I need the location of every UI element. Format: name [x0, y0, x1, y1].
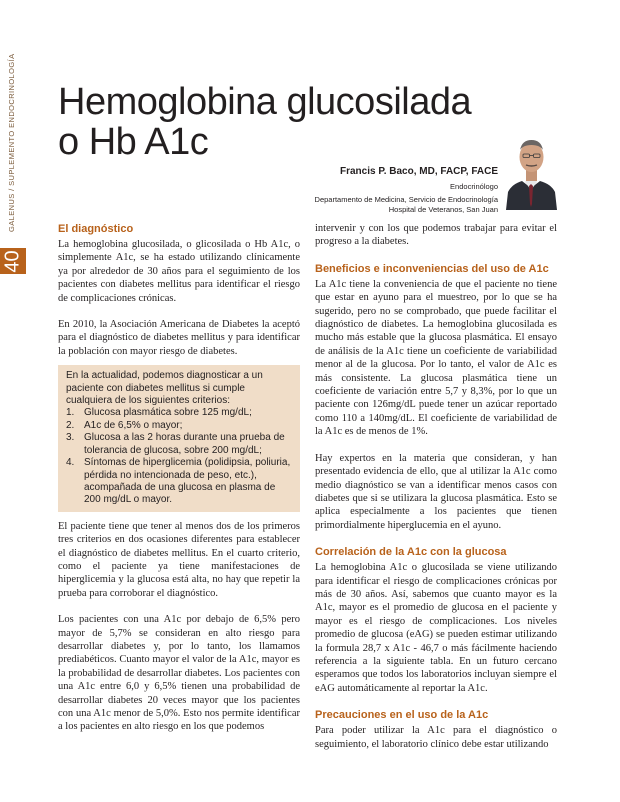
page-number-tab	[0, 248, 26, 274]
heading-precautions: Precauciones en el uso de la A1c	[315, 709, 489, 722]
author-department: Departamento de Medicina, Servicio de Endocrinología	[314, 195, 498, 204]
paragraph: El paciente tiene que tener al menos dos de los primeros tres criterios en dos ocasiones diferentes para establecer el diagnóstico de diabetes mellitus. En el cuarto criterio, como el paciente ya tiene manifestaciones de hiperglicemia y la glucosa está alta, no hay que repetir la prueba para corroborar el diagnóstico.	[58, 520, 300, 599]
paragraph: Los pacientes con una A1c por debajo de 6,5% pero mayor de 5,7% se consideran en alto riesgo para desarrollar diabetes y, por lo tanto, los llamamos prediabéticos. Cuanto mayor el valor de la A1c, mayor es la probabilidad de desarrollar diabetes. Los pacientes con una A1c entre 6,0 y 6,5% tienen una probabilidad de desarrollar diabetes 20 veces mayor que los pacientes con una A1c menor de 5,0%. Esto nos permite identificar a los pacientes en alto riesgo en los que podemos	[58, 614, 300, 733]
heading-diagnosis: El diagnóstico	[58, 223, 134, 235]
left-column	[58, 222, 300, 734]
paragraph: La hemoglobina A1c o glucosilada se viene utilizando para identificar el riesgo de complicaciones crónicas por más de 30 años. Así, sabemos que cuanto mayor es la A1c, mayor es el promedio de glucosa en el paciente y mayor es el riesgo de complicaciones. Los niveles promedio de glucosa (eAG) se pueden estimar utilizando la formula 28,7 x A1c - 46,7 o más fácilmente haciendo referencia a la siguiente tabla. En un futuro cercano esperamos que todos los laboratorios incluyan siempre el eAG automáticamente al reportar la A1c.	[315, 562, 557, 694]
paragraph: Hay expertos en la materia que consideran, y han presentado evidencia de ello, que al utilizar la A1c como medio diagnóstico se van a identificar menos casos con diabetes que si se utilizara la glucosa plasmática. Esto se aplica especialmente a los pacientes que tienen primordialmente hiperglucemia en el ayuno.	[315, 452, 557, 531]
paragraph: La A1c tiene la conveniencia de que el paciente no tiene que estar en ayuno para el muestreo, por lo que se ha sugerido, pero no se comprobado, que puede facilitar el diagnóstico de diabetes. La hemoglobina glucosilada es mucho más estable que la glucosa plasmática. El ensayo de análisis de la A1c tiene un coeficiente de variabilidad menor al de la glucosa. Por lo tanto, el valor de A1c es más consistente. La glucosa plasmática tiene un coeficiente de variación entre 5,7 y 8,3%, por lo que un paciente con 126mg/dL puede tener un azúcar reportado como 110 a 140mg/dL. El coeficiente de variabilidad de la A1c es de menos de 1%.	[315, 278, 557, 438]
criteria-list	[66, 407, 292, 506]
author-specialty: Endocrinólogo	[450, 182, 498, 191]
heading-benefits: Beneficios e inconveniencias del uso de A1c	[315, 262, 549, 275]
paragraph: La hemoglobina glucosilada, o glicosilada o Hb A1c, o simplemente A1c, se ha estado utilizando clínicamente ya por alrededor de 30 años para el seguimiento de los pacientes con diabetes mellitus para identificar el riesgo de complicaciones crónicas.	[58, 239, 300, 304]
criteria-item: 2. A1c de 6,5% o mayor;	[66, 419, 183, 431]
author-photo	[504, 132, 559, 210]
running-header: GALENUS / SUPLEMENTO ENDOCRINOLOGÍA	[7, 53, 16, 232]
title-line-2: o Hb A1c	[58, 121, 209, 163]
paragraph: Para poder utilizar la A1c para el diagnóstico o seguimiento, el laboratorio clínico debe estar utilizando	[315, 725, 557, 750]
criteria-item: 1. Glucosa plasmática sobre 125 mg/dL;	[66, 407, 252, 419]
criteria-item: 4. Síntomas de hiperglicemia (polidipsia, poliuria, pérdida no intencionada de peso, etc.), acompañada de una glucosa en plasma de 200 mg/dL o mayor.	[66, 457, 291, 506]
criteria-box	[58, 365, 300, 511]
right-column	[315, 222, 557, 751]
author-portrait-image	[504, 132, 559, 210]
criteria-item: 3. Glucosa a las 2 horas durante una prueba de tolerancia de glucosa, sobre 200 mg/dL;	[66, 432, 285, 456]
author-name: Francis P. Baco, MD, FACP, FACE	[339, 166, 498, 177]
title-line-1: Hemoglobina glucosilada	[58, 81, 472, 123]
heading-correlation: Correlación de la A1c con la glucosa	[315, 546, 507, 559]
page-number: 40	[1, 249, 24, 273]
paragraph: En 2010, la Asociación Americana de Diabetes la aceptó para el diagnóstico de diabetes mellitus y para identificar la población con mayor riesgo de diabetes.	[58, 319, 300, 357]
author-hospital: Hospital de Veteranos, San Juan	[388, 205, 498, 214]
article-title	[58, 82, 471, 162]
author-info	[315, 165, 498, 215]
criteria-intro: En la actualidad, podemos diagnosticar a un paciente con diabetes mellitus si cumple cualquiera de los siguientes criterios:	[66, 370, 263, 407]
paragraph: intervenir y con los que podemos trabajar para evitar el progreso a la diabetes.	[315, 223, 557, 248]
